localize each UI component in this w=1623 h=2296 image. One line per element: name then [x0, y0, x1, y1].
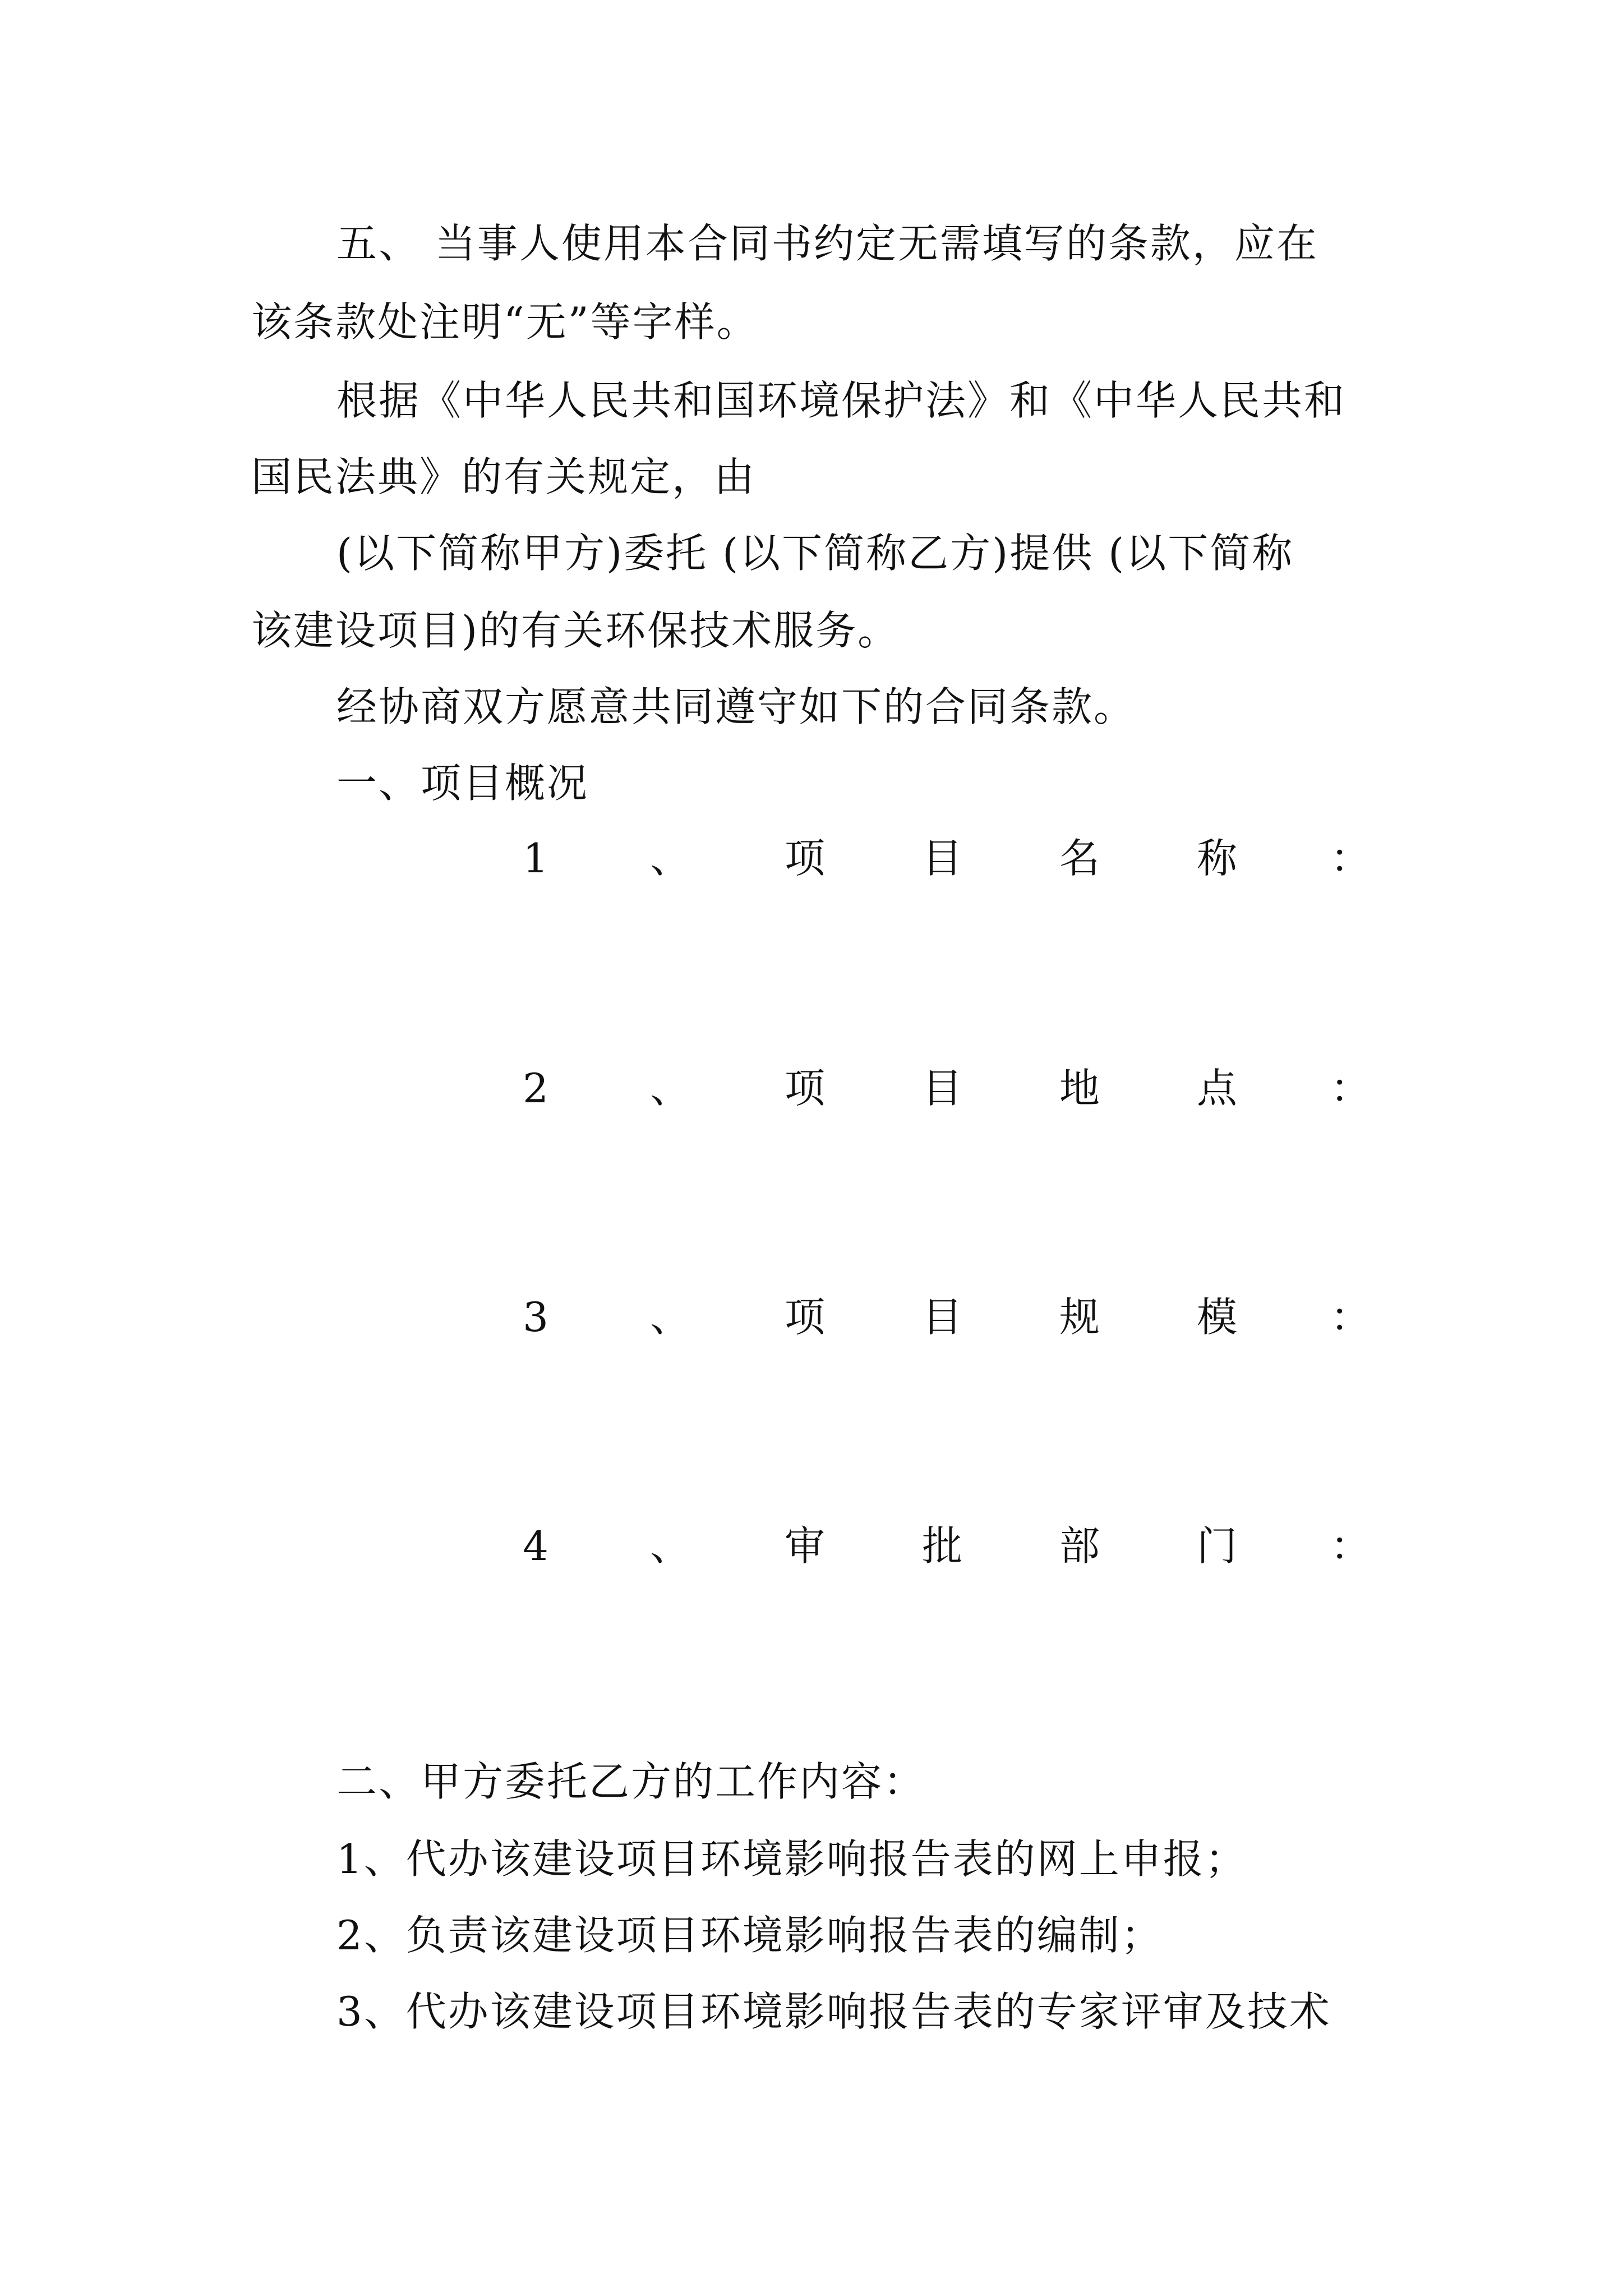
paragraph-line: (以下简称甲方)委托 (以下简称乙方)提供 (以下简称	[336, 530, 1294, 577]
item-char: 门	[1196, 1522, 1237, 1570]
paragraph-line: 经协商双方愿意共同遵守如下的合同条款。	[336, 683, 1136, 730]
list-item: 2、负责该建设项目环境影响报告表的编制；	[336, 1912, 1163, 1959]
item-char: 项	[784, 1065, 825, 1112]
item-number: 1	[523, 835, 548, 882]
item-separator: 、	[649, 1522, 690, 1570]
item-colon: ：	[1330, 1294, 1371, 1341]
item-number: 3	[523, 1294, 548, 1341]
item-char: 模	[1196, 1294, 1237, 1341]
project-field-item	[0, 1519, 1623, 1573]
item-char: 规	[1059, 1294, 1100, 1341]
project-field-item	[0, 1290, 1623, 1344]
item-char: 审	[784, 1522, 825, 1570]
list-item: 1、代办该建设项目环境影响报告表的网上申报；	[336, 1835, 1247, 1883]
item-separator: 、	[649, 835, 690, 882]
item-separator: 、	[649, 1065, 690, 1112]
item-char: 地	[1059, 1065, 1100, 1112]
paragraph-line: 五、 当事人使用本合同书约定无需填写的条款，应在	[336, 220, 1318, 267]
paragraph-line: 该建设项目)的有关环保技术服务。	[251, 607, 900, 654]
paragraph-line: 根据《中华人民共和国环境保护法》和《中华人民共和	[336, 377, 1347, 424]
item-colon: ：	[1330, 1522, 1371, 1570]
item-char: 称	[1196, 835, 1237, 882]
item-char: 项	[784, 835, 825, 882]
item-char: 项	[784, 1294, 825, 1341]
item-char: 点	[1196, 1065, 1237, 1112]
paragraph-line: 该条款处注明“无”等字样。	[251, 298, 759, 346]
item-colon: ：	[1330, 1065, 1371, 1112]
item-char: 名	[1059, 835, 1100, 882]
list-item: 3、代办该建设项目环境影响报告表的专家评审及技术	[336, 1988, 1331, 2035]
item-char: 部	[1059, 1522, 1100, 1570]
item-colon: ：	[1330, 835, 1371, 882]
item-number: 4	[523, 1522, 548, 1570]
section-heading: 一、项目概况	[336, 760, 589, 807]
project-field-item	[0, 831, 1623, 885]
item-number: 2	[523, 1065, 548, 1112]
item-separator: 、	[649, 1294, 690, 1341]
item-char: 目	[921, 1065, 962, 1112]
item-char: 批	[921, 1522, 962, 1570]
paragraph-line: 国民法典》的有关规定，由	[251, 453, 757, 500]
section-heading: 二、甲方委托乙方的工作内容：	[336, 1758, 926, 1805]
project-field-item	[0, 1061, 1623, 1115]
item-char: 目	[921, 1294, 962, 1341]
item-char: 目	[921, 835, 962, 882]
